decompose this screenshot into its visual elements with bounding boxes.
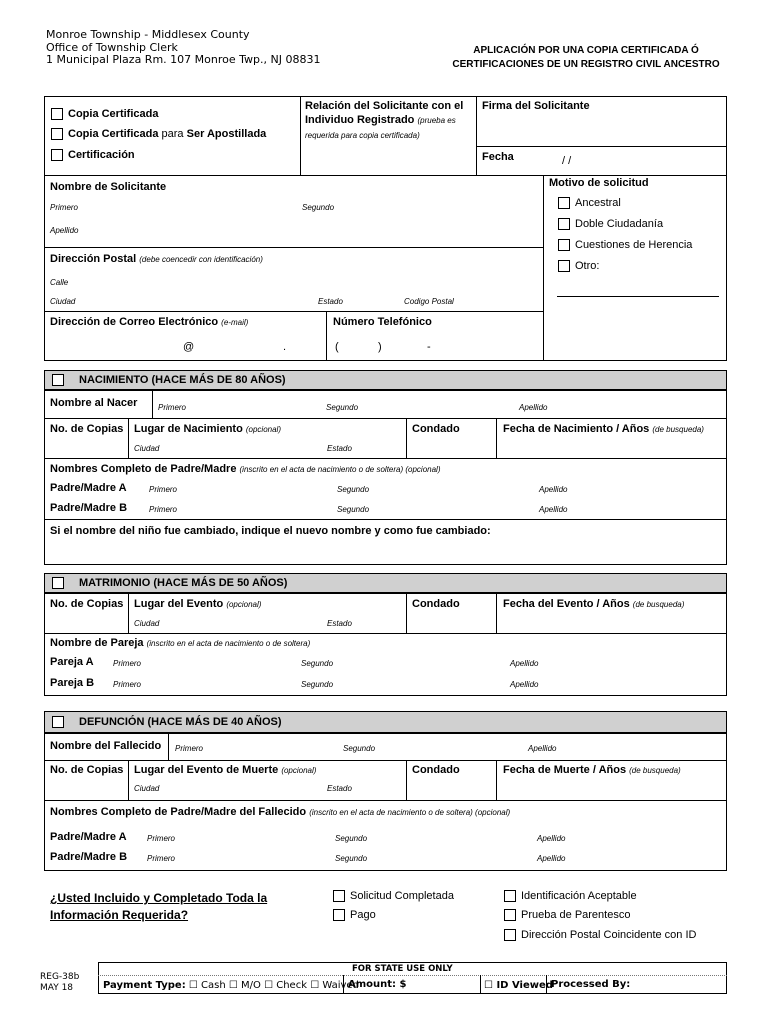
death-checkbox[interactable]	[52, 716, 64, 728]
death-parent-b-first[interactable]: Primero	[147, 854, 176, 863]
reason-other-label: Otro:	[575, 260, 600, 272]
pay-waived-option[interactable]: ☐ Waived	[310, 980, 359, 991]
birth-parent-b-label: Padre/Madre B	[50, 502, 128, 514]
death-state-field[interactable]: Estado	[327, 784, 352, 793]
death-parent-b-middle[interactable]: Segundo	[335, 854, 368, 863]
death-section	[44, 733, 727, 871]
certified-copy-checkbox[interactable]	[51, 108, 63, 120]
birth-date-label: Fecha de Nacimiento / Años (de busqueda)	[503, 423, 704, 435]
birth-copies-label: No. de Copias	[50, 423, 124, 435]
partner-a-first[interactable]: Primero	[113, 659, 142, 668]
header-line: Monroe Township - Middlesex County	[46, 28, 250, 41]
marriage-checkbox[interactable]	[52, 577, 64, 589]
certification-checkbox[interactable]	[51, 149, 63, 161]
marriage-date-label: Fecha del Evento / Años (de busqueda)	[503, 598, 685, 610]
marriage-state-field[interactable]: Estado	[327, 619, 352, 628]
pay-check-option[interactable]: ☐ Check	[264, 980, 307, 991]
question-line: Información Requerida?	[50, 908, 189, 922]
application-complete-checkbox[interactable]	[333, 890, 345, 902]
last-name-field[interactable]: Apellido	[50, 226, 79, 235]
apostille-checkbox[interactable]	[51, 128, 63, 140]
death-parents-label: Nombres Completo de Padre/Madre del Fallecido (inscrito en el acta de nacimiento o de soltera) (opcional)	[50, 806, 511, 818]
phone-label: Número Telefónico	[333, 316, 432, 328]
reason-ancestral-label: Ancestral	[575, 197, 621, 209]
amount-field[interactable]: Amount: $	[348, 979, 407, 990]
id-viewed-checkbox[interactable]: ☐ ID Viewed	[484, 980, 553, 991]
death-parent-a-middle[interactable]: Segundo	[335, 834, 368, 843]
birth-state-field[interactable]: Estado	[327, 444, 352, 453]
reason-other-checkbox[interactable]	[558, 260, 570, 272]
birth-middle-field[interactable]: Segundo	[326, 403, 359, 412]
reason-inheritance-label: Cuestiones de Herencia	[575, 239, 693, 251]
middle-name-field[interactable]: Segundo	[302, 203, 335, 212]
partner-a-label: Pareja A	[50, 656, 94, 668]
birth-title: NACIMIENTO (HACE MÁS DE 80 AÑOS)	[79, 374, 286, 386]
death-city-field[interactable]: Ciudad	[134, 784, 160, 793]
death-title: DEFUNCIÓN (HACE MÁS DE 40 AÑOS)	[79, 716, 282, 728]
birth-parent-b-first[interactable]: Primero	[149, 505, 178, 514]
pay-cash-option[interactable]: ☐ Cash	[188, 980, 226, 991]
marriage-county-label: Condado	[412, 598, 460, 610]
date-field[interactable]: / /	[562, 155, 572, 167]
city-field[interactable]: Ciudad	[50, 297, 76, 306]
address-match-label: Dirección Postal Coincidente con ID	[521, 929, 697, 941]
birth-name-label: Nombre al Nacer	[50, 397, 138, 409]
form-title	[400, 44, 770, 72]
partner-b-first[interactable]: Primero	[113, 680, 142, 689]
apostille-label: Copia Certificada para Ser Apostillada	[68, 128, 267, 140]
relation-label: Relación del Solicitante con el Individuo Registrado (prueba es requerida para copia certificada)	[305, 100, 464, 140]
reason-dual-checkbox[interactable]	[558, 218, 570, 230]
acceptable-id-label: Identificación Aceptable	[521, 890, 637, 902]
payment-checkbox[interactable]	[333, 909, 345, 921]
birth-last-field[interactable]: Apellido	[519, 403, 548, 412]
processed-by-field[interactable]: Processed By:	[551, 979, 631, 990]
phone-field[interactable]	[330, 336, 538, 356]
birth-section	[44, 390, 727, 565]
partner-b-label: Pareja B	[50, 677, 95, 689]
email-field[interactable]	[60, 336, 320, 356]
state-field[interactable]: Estado	[318, 297, 343, 306]
marriage-title: MATRIMONIO (HACE MÁS DE 50 AÑOS)	[79, 577, 288, 589]
partner-b-last[interactable]: Apellido	[510, 680, 539, 689]
deceased-last-field[interactable]: Apellido	[528, 744, 557, 753]
certification-label: Certificación	[68, 149, 135, 161]
address-label: Dirección Postal (debe coencedir con identificación)	[50, 253, 263, 265]
reason-other-field[interactable]	[557, 296, 719, 297]
deceased-name-label: Nombre del Fallecido	[50, 740, 162, 752]
date-label: Fecha	[482, 151, 514, 163]
reason-inheritance-checkbox[interactable]	[558, 239, 570, 251]
reason-label: Motivo de solicitud	[549, 177, 649, 189]
birth-parent-a-middle[interactable]: Segundo	[337, 485, 370, 494]
title-line: CERTIFICACIONES DE UN REGISTRO CIVIL ANCESTRO	[452, 59, 720, 70]
death-date-label: Fecha de Muerte / Años (de busqueda)	[503, 764, 681, 776]
birth-parent-a-first[interactable]: Primero	[149, 485, 178, 494]
certified-copy-label: Copia Certificada	[68, 108, 159, 120]
death-parent-a-label: Padre/Madre A	[50, 831, 127, 843]
application-complete-label: Solicitud Completada	[350, 890, 454, 902]
birth-city-field[interactable]: Ciudad	[134, 444, 160, 453]
death-copies-label: No. de Copias	[50, 764, 124, 776]
payment-label: Pago	[350, 909, 376, 921]
header-line: 1 Municipal Plaza Rm. 107 Monroe Twp., NJ 08831	[46, 53, 321, 66]
death-county-label: Condado	[412, 764, 460, 776]
birth-county-label: Condado	[412, 423, 460, 435]
email-at-sign: @	[183, 341, 195, 353]
birth-parent-b-middle[interactable]: Segundo	[337, 505, 370, 514]
partner-a-middle[interactable]: Segundo	[301, 659, 334, 668]
birth-name-change-field[interactable]	[50, 540, 720, 562]
zip-field[interactable]: Codigo Postal	[404, 297, 454, 306]
office-address	[46, 29, 320, 67]
birth-name-change-label: Si el nombre del niño fue cambiado, indique el nuevo nombre y como fue cambiado:	[50, 525, 491, 537]
kinship-proof-checkbox[interactable]	[504, 909, 516, 921]
marriage-place-label: Lugar del Evento (opcional)	[134, 598, 262, 610]
first-name-field[interactable]: Primero	[50, 203, 79, 212]
phone-dash: -	[427, 341, 431, 353]
form-code	[40, 972, 79, 994]
death-parent-a-first[interactable]: Primero	[147, 834, 176, 843]
couple-label: Nombre de Pareja (inscrito en el acta de nacimiento o de soltera)	[50, 637, 311, 649]
kinship-proof-label: Prueba de Parentesco	[521, 909, 631, 921]
question-line: ¿Usted Incluido y Completado Toda la	[50, 891, 268, 905]
reason-dual-label: Doble Ciudadanía	[575, 218, 664, 230]
partner-b-middle[interactable]: Segundo	[301, 680, 334, 689]
birth-place-label: Lugar de Nacimiento (opcional)	[134, 423, 281, 435]
signature-label: Firma del Solicitante	[482, 100, 590, 112]
death-parent-a-last[interactable]: Apellido	[537, 834, 566, 843]
birth-checkbox[interactable]	[52, 374, 64, 386]
header-line: Office of Township Clerk	[46, 40, 178, 54]
birth-parent-b-last[interactable]: Apellido	[539, 505, 568, 514]
birth-parent-a-last[interactable]: Apellido	[539, 485, 568, 494]
marriage-city-field[interactable]: Ciudad	[134, 619, 160, 628]
death-parent-b-label: Padre/Madre B	[50, 851, 128, 863]
partner-a-last[interactable]: Apellido	[510, 659, 539, 668]
phone-paren-open: (	[335, 341, 339, 353]
reason-ancestral-checkbox[interactable]	[558, 197, 570, 209]
title-line: APLICACIÓN POR UNA COPIA CERTIFICADA Ó	[473, 45, 699, 56]
marriage-copies-label: No. de Copias	[50, 598, 124, 610]
deceased-first-field[interactable]: Primero	[175, 744, 204, 753]
deceased-middle-field[interactable]: Segundo	[343, 744, 376, 753]
completion-question	[50, 890, 267, 924]
email-label: Dirección de Correo Electrónico (e-mail)	[50, 316, 249, 328]
acceptable-id-checkbox[interactable]	[504, 890, 516, 902]
applicant-name-label: Nombre de Solicitante	[50, 181, 167, 193]
form-date-line: MAY 18	[40, 983, 74, 993]
signature-field[interactable]	[480, 112, 724, 144]
form-code-line: REG-38b	[40, 972, 80, 982]
birth-parent-a-label: Padre/Madre A	[50, 482, 127, 494]
state-use-label: FOR STATE USE ONLY	[352, 964, 453, 974]
death-place-label: Lugar del Evento de Muerte (opcional)	[134, 764, 317, 776]
death-parent-b-last[interactable]: Apellido	[537, 854, 566, 863]
birth-parents-label: Nombres Completo de Padre/Madre (inscrito en el acta de nacimiento o de soltera) (opcional)	[50, 463, 441, 475]
street-field[interactable]: Calle	[50, 278, 69, 287]
phone-paren-close: )	[378, 341, 382, 353]
address-match-checkbox[interactable]	[504, 929, 516, 941]
pay-mo-option[interactable]: ☐ M/O	[228, 980, 261, 991]
birth-first-field[interactable]: Primero	[158, 403, 187, 412]
payment-type-row: Payment Type: ☐ Cash ☐ M/O ☐ Check ☐ Waived	[103, 980, 359, 991]
email-dot: .	[283, 341, 287, 353]
